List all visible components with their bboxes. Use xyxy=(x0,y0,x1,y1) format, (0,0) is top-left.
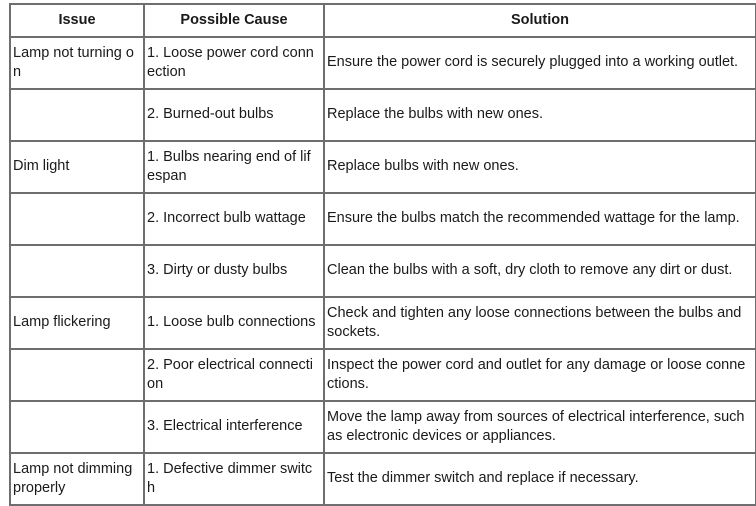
solution-cell: Ensure the bulbs match the recommended wattage for the lamp. xyxy=(324,193,756,245)
cause-cell: 1. Loose bulb connections xyxy=(144,297,324,349)
solution-cell: Inspect the power cord and outlet for any damage or loose connections. xyxy=(324,349,756,401)
cause-cell: 1. Bulbs nearing end of lifespan xyxy=(144,141,324,193)
header-issue: Issue xyxy=(10,4,144,37)
solution-cell: Replace the bulbs with new ones. xyxy=(324,89,756,141)
table-row xyxy=(10,401,756,453)
issue-cell: Lamp not turning on xyxy=(10,37,144,89)
cause-cell: 3. Electrical interference xyxy=(144,401,324,453)
solution-cell: Clean the bulbs with a soft, dry cloth to remove any dirt or dust. xyxy=(324,245,756,297)
cause-cell: 2. Poor electrical connection xyxy=(144,349,324,401)
solution-cell: Test the dimmer switch and replace if necessary. xyxy=(324,453,756,505)
table-row xyxy=(10,141,756,193)
table-row xyxy=(10,89,756,141)
header-row xyxy=(10,4,756,37)
solution-cell: Move the lamp away from sources of electrical interference, such as electronic devices or appliances. xyxy=(324,401,756,453)
table-row xyxy=(10,349,756,401)
solution-cell: Replace bulbs with new ones. xyxy=(324,141,756,193)
issue-cell xyxy=(10,89,144,141)
table-row xyxy=(10,245,756,297)
issue-cell: Lamp flickering xyxy=(10,297,144,349)
issue-cell xyxy=(10,245,144,297)
issue-cell: Lamp not dimming properly xyxy=(10,453,144,505)
solution-cell: Check and tighten any loose connections between the bulbs and sockets. xyxy=(324,297,756,349)
cause-cell: 3. Dirty or dusty bulbs xyxy=(144,245,324,297)
cause-cell: 1. Defective dimmer switch xyxy=(144,453,324,505)
table-row xyxy=(10,297,756,349)
issue-cell: Dim light xyxy=(10,141,144,193)
table-row xyxy=(10,453,756,505)
issue-cell xyxy=(10,193,144,245)
table-row xyxy=(10,37,756,89)
header-solution: Solution xyxy=(324,4,756,37)
table-row xyxy=(10,193,756,245)
header-possible-cause: Possible Cause xyxy=(144,4,324,37)
troubleshooting-table xyxy=(9,3,756,506)
solution-cell: Ensure the power cord is securely plugged into a working outlet. xyxy=(324,37,756,89)
issue-cell xyxy=(10,349,144,401)
issue-cell xyxy=(10,401,144,453)
cause-cell: 2. Burned-out bulbs xyxy=(144,89,324,141)
cause-cell: 2. Incorrect bulb wattage xyxy=(144,193,324,245)
cause-cell: 1. Loose power cord connection xyxy=(144,37,324,89)
